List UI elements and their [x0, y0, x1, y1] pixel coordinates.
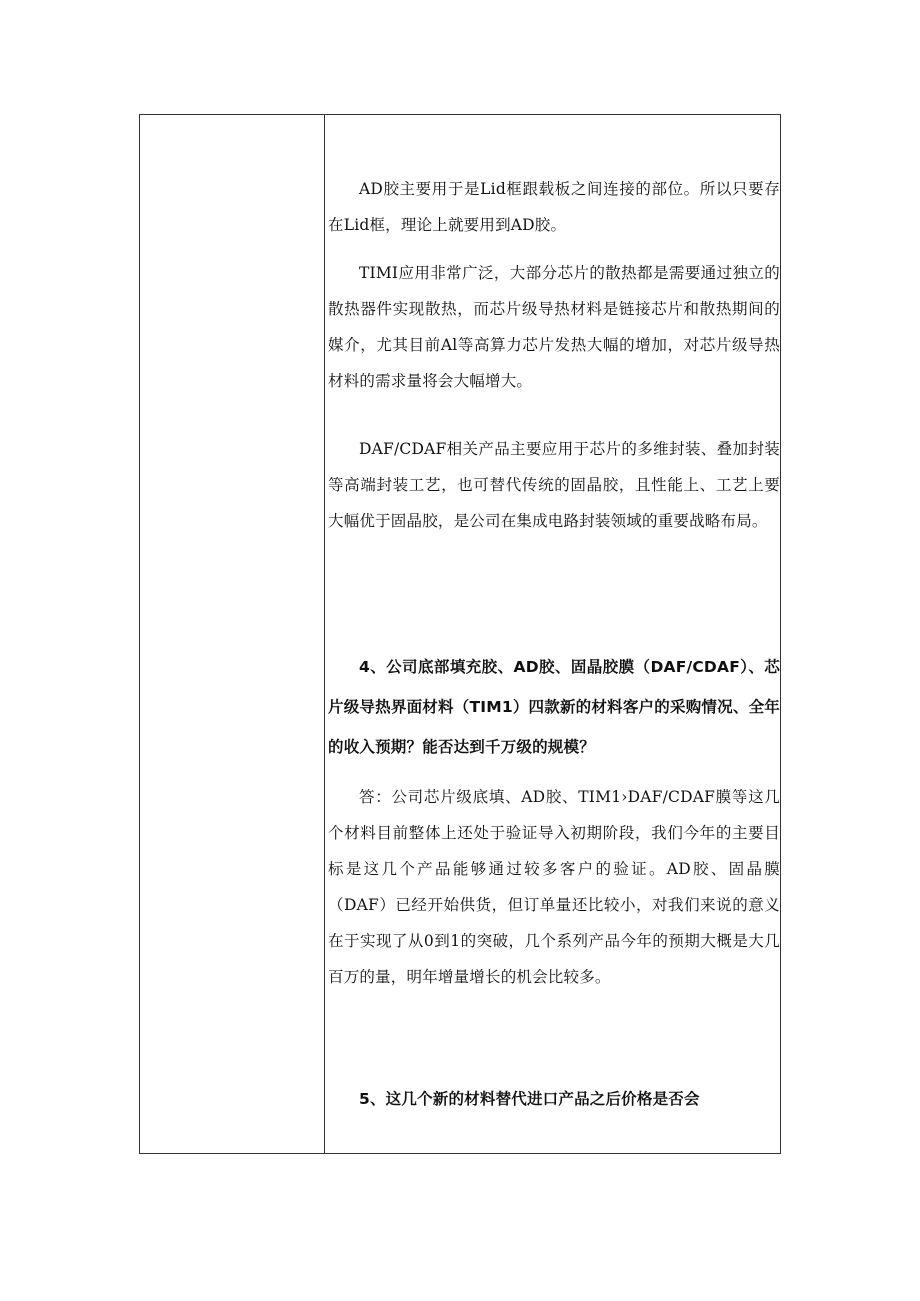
- question-5-heading: 5、这几个新的材料替代进口产品之后价格是否会: [359, 1090, 700, 1108]
- question-4-heading: 4、公司底部填充胶、AD胶、固晶胶膜（DAF/CDAF）、芯片级导热界面材料（TIM1）四款新的材料客户的采购情况、全年的收入预期？能否达到千万级的规模？: [328, 658, 780, 756]
- paragraph-daf-cdaf: DAF/CDAF相关产品主要应用于芯片的多维封装、叠加封装等高端封装工艺，也可替代传统的固晶胶，且性能上、工艺上要大幅优于固晶胶，是公司在集成电路封装领域的重要战略布局。: [328, 440, 780, 530]
- paragraph-tim1: TIMI应用非常广泛，大部分芯片的散热都是需要通过独立的散热器件实现散热，而芯片级导热材料是链接芯片和散热期间的媒介，尤其目前Al等高算力芯片发热大幅的增加，对芯片级导热材料的需求量将会大幅增大。: [328, 264, 780, 390]
- table-left-cell: [140, 115, 325, 1153]
- answer-4-paragraph: 答：公司芯片级底填、AD胶、TIM1›DAF/CDAF膜等这几个材料目前整体上还处于验证导入初期阶段，我们今年的主要目标是这几个产品能够通过较多客户的验证。AD胶、固晶膜（DAF）已经开始供货，但订单量还比较小，对我们来说的意义在于实现了从0到1的突破，几个系列产品今年的预期大概是大几百万的量，明年增量增长的机会比较多。: [328, 788, 780, 986]
- paragraph-ad-glue: AD胶主要用于是Lid框跟载板之间连接的部位。所以只要存在Lid框，理论上就要用到AD胶。: [328, 180, 780, 234]
- content-table: [139, 114, 781, 1154]
- table-right-cell: [325, 115, 780, 1153]
